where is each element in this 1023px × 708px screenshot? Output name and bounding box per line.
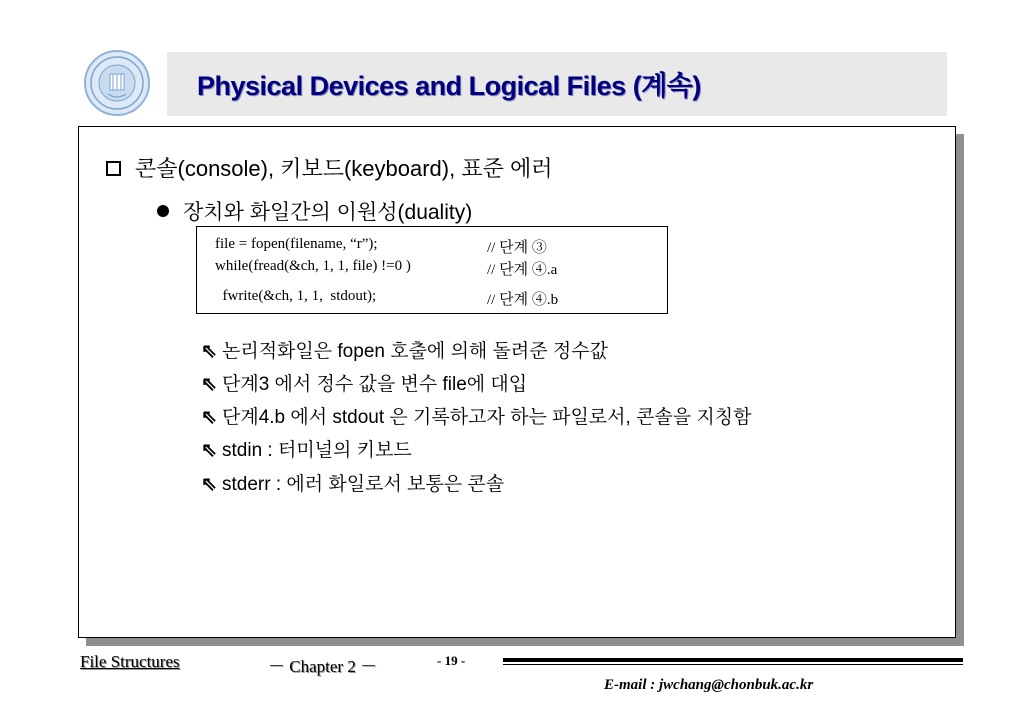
list-item — [201, 402, 751, 429]
section-heading — [106, 152, 552, 183]
list-item-text: 단계4.b 에서 stdout 은 기록하고자 하는 파일로서, 콘솔을 지칭함 — [222, 407, 752, 428]
arrow-up-left-icon: ⇖ — [201, 341, 217, 362]
code-comment: // 단계 ③ — [487, 240, 547, 256]
section-subheading-text: 장치와 화일간의 이원성(duality) — [183, 201, 473, 224]
arrow-up-left-icon: ⇖ — [201, 407, 217, 428]
code-comment: // 단계 ④.b — [487, 292, 559, 308]
footer-course: File Structures — [80, 652, 180, 671]
checkbox-bullet-icon — [106, 161, 121, 176]
filled-circle-bullet-icon — [157, 205, 169, 217]
list-item-text: stderr : 에러 화일로서 보통은 콘솔 — [222, 474, 505, 495]
code-line: file = fopen(filename, “r”); — [215, 236, 378, 252]
list-item-text: stdin : 터미널의 키보드 — [222, 440, 412, 461]
footer-chapter: － Chapter 2 － — [268, 657, 378, 676]
list-item-text: 단계3 에서 정수 값을 변수 file에 대입 — [222, 374, 528, 395]
list-item — [201, 469, 504, 496]
list-item — [201, 369, 527, 396]
university-seal-icon — [84, 50, 150, 116]
list-item — [201, 336, 608, 363]
section-heading-text: 콘솔(console), 키보드(keyboard), 표준 에러 — [135, 156, 553, 181]
footer-divider-thin — [503, 664, 963, 665]
arrow-up-left-icon: ⇖ — [201, 474, 217, 495]
section-subheading — [157, 196, 472, 226]
list-item-text: 논리적화일은 fopen 호출에 의해 돌려준 정수값 — [222, 341, 608, 362]
footer-email: E-mail : jwchang@chonbuk.ac.kr — [604, 677, 814, 693]
list-item — [201, 435, 412, 462]
footer-divider — [503, 658, 963, 662]
code-line: while(fread(&ch, 1, 1, file) !=0 ) — [215, 258, 411, 274]
page-number: - 19 - — [437, 653, 466, 668]
arrow-up-left-icon: ⇖ — [201, 374, 217, 395]
code-comment: // 단계 ④.a — [487, 262, 558, 278]
code-line: fwrite(&ch, 1, 1, stdout); — [215, 288, 377, 304]
arrow-up-left-icon: ⇖ — [201, 440, 217, 461]
page-title: Physical Devices and Logical Files (계속) — [197, 71, 701, 101]
